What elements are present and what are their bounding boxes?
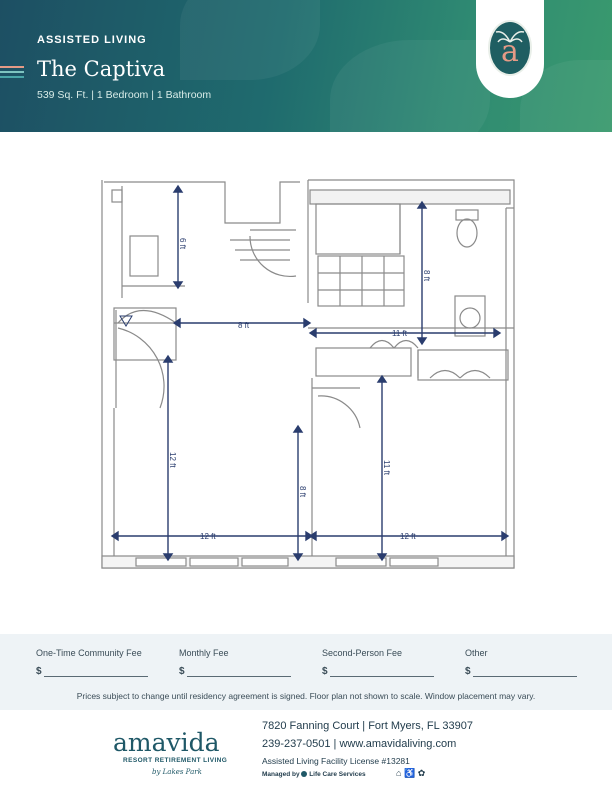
one-time-fee-label: One-Time Community Fee <box>36 648 142 658</box>
logo-oval <box>488 20 532 76</box>
one-time-fee-field[interactable] <box>36 666 148 677</box>
address-text: 7820 Fanning Court | Fort Myers, FL 33907 <box>262 720 473 732</box>
managed-by-label: Managed by <box>262 771 300 778</box>
currency-symbol: $ <box>36 666 42 677</box>
dimension-labels <box>168 238 431 541</box>
compliance-icons <box>396 768 425 779</box>
floor-plan <box>100 178 516 578</box>
equal-housing-icon: ⌂ <box>396 768 402 778</box>
palm-leaf-decoration <box>330 40 490 132</box>
unit-summary: 539 Sq. Ft. | 1 Bedroom | 1 Bathroom <box>37 89 212 101</box>
disclaimer-text: Prices subject to change until residency agreement is signed. Floor plan not shown to scale. Window placement may vary. <box>76 691 536 701</box>
dimension-lines <box>112 186 508 560</box>
manager-name: Life Care Services <box>309 771 366 778</box>
category-label: ASSISTED LIVING <box>37 34 147 46</box>
dimension-label: 8 ft <box>422 270 431 282</box>
palm-leaf-decoration <box>180 0 320 80</box>
page-title: The Captiva <box>37 57 166 81</box>
dimension-label: 8 ft <box>238 321 250 330</box>
dimension-label: 11 ft <box>382 460 391 475</box>
accessibility-icon: ♿ <box>403 768 416 778</box>
dimension-label: 12 ft <box>400 532 416 541</box>
fee-section <box>0 634 612 710</box>
dimension-label: 12 ft <box>200 532 216 541</box>
second-person-fee-field[interactable] <box>322 666 434 677</box>
monthly-fee-label: Monthly Fee <box>179 648 229 658</box>
other-fee-field[interactable] <box>465 666 577 677</box>
logo-letter: a <box>501 34 519 69</box>
walls <box>102 180 514 568</box>
pet-friendly-icon: ✿ <box>417 768 426 778</box>
phone-website-link[interactable]: 239-237-0501 | www.amavidaliving.com <box>262 738 457 750</box>
dimension-label: 11 ft <box>392 329 407 338</box>
brand-signature: by Lakes Park <box>152 768 202 776</box>
currency-symbol: $ <box>179 666 185 677</box>
lcs-logo-icon <box>301 771 307 777</box>
other-fee-label: Other <box>465 648 488 658</box>
dimension-label: 6 ft <box>178 238 187 250</box>
managed-by <box>262 771 366 778</box>
license-text: Assisted Living Facility License #13281 <box>262 756 410 766</box>
second-person-fee-label: Second-Person Fee <box>322 648 403 658</box>
accent-stripes <box>0 66 24 81</box>
currency-symbol: $ <box>322 666 328 677</box>
logo-badge <box>476 0 544 98</box>
brand-tagline: RESORT RETIREMENT LIVING <box>123 757 228 764</box>
dimension-label: 8 ft <box>298 486 307 498</box>
brand-wordmark: amavida <box>113 728 220 757</box>
currency-symbol: $ <box>465 666 471 677</box>
dimension-label: 12 ft <box>168 452 177 468</box>
monthly-fee-field[interactable] <box>179 666 291 677</box>
warning-triangle-icon <box>120 316 132 326</box>
